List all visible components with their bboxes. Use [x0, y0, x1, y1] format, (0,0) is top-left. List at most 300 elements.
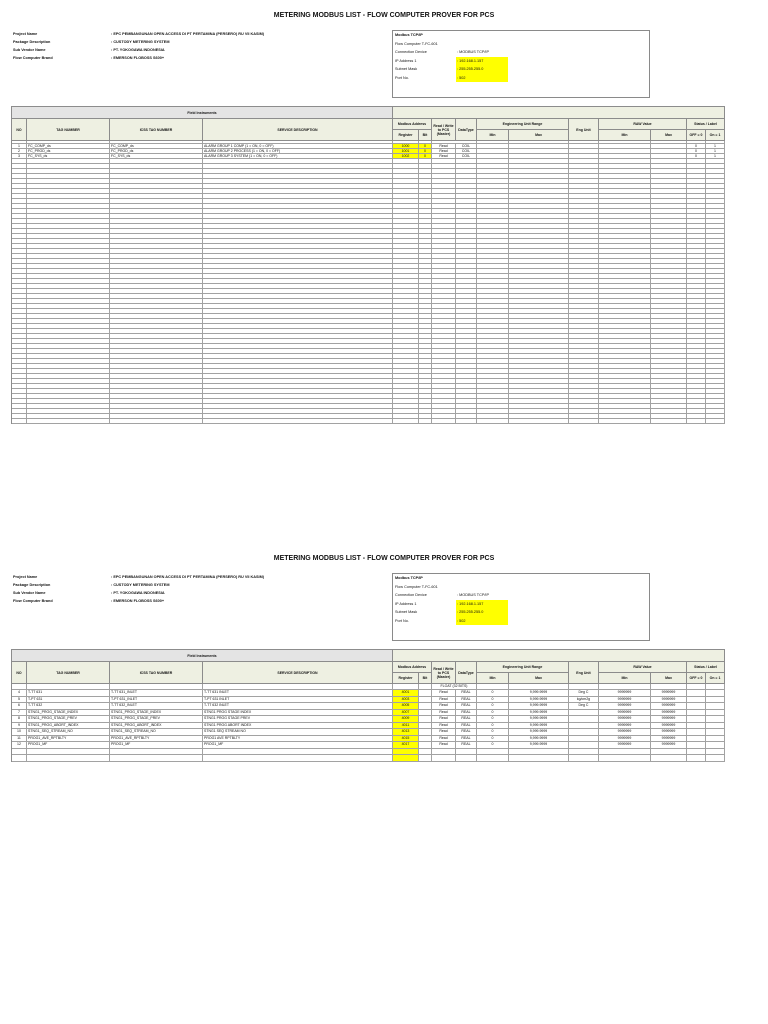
cell-eu-max — [509, 299, 569, 303]
cell-no — [12, 244, 27, 248]
cell-tag — [27, 394, 110, 398]
cell-data-type — [456, 204, 477, 208]
cell-data-type — [456, 409, 477, 413]
cell-no — [12, 394, 27, 398]
cell-register — [393, 284, 419, 288]
cell-tag — [27, 194, 110, 198]
cell-status-off — [687, 254, 706, 258]
cell-read-write — [432, 294, 456, 298]
cell-eng-unit — [569, 179, 599, 183]
cell-description — [203, 224, 393, 228]
cell-register — [393, 279, 419, 283]
cell-no: 7 — [12, 710, 27, 716]
cell-raw-min — [599, 234, 651, 238]
cell-raw-max — [651, 309, 687, 313]
cell-eng-unit — [569, 234, 599, 238]
cell-eu-min — [477, 269, 509, 273]
cell-bit — [419, 184, 432, 188]
header-raw-value: RAW Value — [599, 662, 687, 673]
cell-raw-min — [599, 379, 651, 383]
connection-value: : 255.255.255.0 — [456, 65, 508, 74]
cell-status-off — [687, 314, 706, 318]
cell-icss-tag — [110, 174, 203, 178]
connection-box — [392, 573, 650, 641]
cell-eu-min — [477, 149, 509, 153]
cell-bit — [419, 229, 432, 233]
cell-tag — [27, 204, 110, 208]
cell-description — [203, 389, 393, 393]
cell-eu-min — [477, 254, 509, 258]
cell-eu-min — [477, 224, 509, 228]
cell-read-write — [432, 199, 456, 203]
cell-bit — [419, 749, 432, 755]
cell-raw-min — [599, 329, 651, 333]
cell-raw-max: 9999999 — [651, 742, 687, 748]
cell-no — [12, 179, 27, 183]
cell-no — [12, 199, 27, 203]
cell-eng-unit — [569, 384, 599, 388]
cell-description: STNG1 PROG STAGE INDEX — [203, 710, 393, 716]
header-eng-unit-range: Engineering Unit Range — [477, 662, 569, 673]
cell-status-on — [706, 274, 725, 278]
cell-register — [393, 229, 419, 233]
cell-raw-min — [599, 209, 651, 213]
cell-bit — [419, 329, 432, 333]
cell-read-write — [432, 289, 456, 293]
cell-read-write — [432, 279, 456, 283]
cell-eu-max — [509, 755, 569, 761]
cell-raw-max: 9999999 — [651, 723, 687, 729]
cell-status-off — [687, 219, 706, 223]
cell-eng-unit — [569, 354, 599, 358]
cell-eng-unit — [569, 264, 599, 268]
cell-no — [12, 234, 27, 238]
cell-status-off — [687, 229, 706, 233]
cell-icss-tag — [110, 234, 203, 238]
cell-data-type — [456, 174, 477, 178]
cell-read-write — [432, 159, 456, 163]
cell-bit — [419, 259, 432, 263]
cell-description — [203, 169, 393, 173]
cell-tag: FC_PROD_ds — [27, 149, 110, 153]
cell-eu-max — [509, 141, 569, 143]
cell-data-type — [456, 749, 477, 755]
cell-tag — [27, 189, 110, 193]
cell-raw-min — [599, 309, 651, 313]
cell-eu-min — [477, 159, 509, 163]
cell-data-type — [456, 349, 477, 353]
info-label: Flow Computer Brand — [13, 599, 53, 603]
cell-status-off — [687, 399, 706, 403]
cell-raw-max — [651, 394, 687, 398]
cell-no — [12, 169, 27, 173]
cell-data-type — [456, 219, 477, 223]
cell-eu-max — [509, 159, 569, 163]
cell-eu-max — [509, 199, 569, 203]
cell-description — [203, 184, 393, 188]
cell-eu-min — [477, 329, 509, 333]
cell-register — [393, 289, 419, 293]
cell-bit — [419, 690, 432, 696]
cell-data-type — [456, 224, 477, 228]
cell-register — [393, 314, 419, 318]
cell-tag — [27, 359, 110, 363]
info-row-project-name — [13, 574, 383, 582]
cell-data-type — [456, 319, 477, 323]
cell-description — [203, 384, 393, 388]
cell-eng-unit — [569, 329, 599, 333]
cell-icss-tag — [110, 319, 203, 323]
connection-label: IP Address 1 — [395, 58, 417, 63]
cell-bit — [419, 309, 432, 313]
cell-icss-tag — [110, 344, 203, 348]
header-status-off: OFF = 0 — [687, 130, 706, 141]
cell-bit — [419, 279, 432, 283]
cell-raw-max — [651, 409, 687, 413]
cell-raw-max: 9999999 — [651, 690, 687, 696]
cell-read-write — [432, 259, 456, 263]
cell-tag — [27, 184, 110, 188]
cell-tag — [27, 414, 110, 418]
cell-eng-unit — [569, 334, 599, 338]
cell-status-off — [687, 244, 706, 248]
cell-raw-min — [599, 279, 651, 283]
cell-raw-min — [599, 684, 651, 689]
cell-data-type — [456, 164, 477, 168]
cell-icss-tag — [110, 224, 203, 228]
cell-icss-tag — [110, 289, 203, 293]
cell-tag — [27, 319, 110, 323]
cell-raw-min — [599, 369, 651, 373]
cell-status-on — [706, 174, 725, 178]
cell-read-write — [432, 749, 456, 755]
cell-raw-min — [599, 249, 651, 253]
cell-tag — [27, 349, 110, 353]
cell-eng-unit — [569, 144, 599, 148]
cell-status-on — [706, 369, 725, 373]
header-register: Register — [393, 130, 419, 141]
cell-eu-max — [509, 414, 569, 418]
cell-tag — [27, 334, 110, 338]
cell-raw-min — [599, 144, 651, 148]
cell-eng-unit: Deg C — [569, 690, 599, 696]
cell-bit — [419, 209, 432, 213]
cell-no — [12, 184, 27, 188]
cell-register — [393, 319, 419, 323]
cell-bit — [419, 304, 432, 308]
cell-raw-min — [599, 254, 651, 258]
cell-description — [203, 339, 393, 343]
cell-register — [393, 259, 419, 263]
cell-bit — [419, 684, 432, 689]
cell-tag — [27, 174, 110, 178]
cell-register — [393, 249, 419, 253]
cell-raw-max — [651, 334, 687, 338]
cell-description: STNG1 SEQ STREAM NO — [203, 729, 393, 735]
cell-raw-max — [651, 159, 687, 163]
connection-field-ip — [393, 600, 649, 609]
cell-no — [12, 334, 27, 338]
cell-raw-min — [599, 219, 651, 223]
info-row-project-name — [13, 31, 383, 39]
cell-raw-min — [599, 314, 651, 318]
info-label: Package Description — [13, 40, 51, 44]
cell-description: T-TT 632 INLET — [203, 703, 393, 709]
cell-tag — [27, 339, 110, 343]
cell-eng-unit: Deg C — [569, 703, 599, 709]
cell-status-off — [687, 294, 706, 298]
cell-raw-min: 9999999 — [599, 723, 651, 729]
cell-status-off — [687, 404, 706, 408]
cell-read-write — [432, 244, 456, 248]
cell-no — [12, 289, 27, 293]
cell-register — [393, 419, 419, 423]
cell-read-write — [432, 314, 456, 318]
cell-tag — [27, 279, 110, 283]
cell-bit — [419, 414, 432, 418]
cell-no: 1 — [12, 144, 27, 148]
cell-description — [203, 304, 393, 308]
cell-eng-unit — [569, 394, 599, 398]
cell-icss-tag — [110, 194, 203, 198]
cell-eng-unit — [569, 710, 599, 716]
cell-no — [12, 364, 27, 368]
header-service-description: SERVICE DESCRIPTION — [203, 119, 393, 141]
cell-status-off — [687, 224, 706, 228]
cell-status-off — [687, 309, 706, 313]
connection-value: : MODBUS TCP/IP — [457, 50, 489, 54]
cell-eu-min — [477, 344, 509, 348]
cell-raw-max: 9999999 — [651, 716, 687, 722]
cell-eu-min: 0 — [477, 716, 509, 722]
cell-register — [393, 374, 419, 378]
cell-status-on — [706, 204, 725, 208]
cell-data-type — [456, 389, 477, 393]
cell-eu-min: 0 — [477, 736, 509, 742]
table-header — [12, 107, 725, 141]
cell-eu-max — [509, 289, 569, 293]
cell-eu-max: 9,999.9999 — [509, 703, 569, 709]
cell-eu-max — [509, 254, 569, 258]
cell-icss-tag — [110, 269, 203, 273]
cell-eu-min — [477, 419, 509, 423]
cell-eu-max — [509, 334, 569, 338]
header-register: Register — [393, 673, 419, 684]
cell-tag — [27, 249, 110, 253]
cell-icss-tag — [110, 349, 203, 353]
cell-raw-min — [599, 399, 651, 403]
cell-bit — [419, 219, 432, 223]
cell-register: 4001 — [393, 690, 419, 696]
cell-description: PROG1 AVE RPTBLTY — [203, 736, 393, 742]
cell-tag — [27, 234, 110, 238]
cell-eng-unit — [569, 199, 599, 203]
cell-register — [393, 254, 419, 258]
cell-status-on — [706, 329, 725, 333]
cell-tag: PROG1_MF — [27, 742, 110, 748]
cell-tag — [27, 354, 110, 358]
cell-status-on — [706, 414, 725, 418]
cell-status-off — [687, 269, 706, 273]
cell-register — [393, 304, 419, 308]
cell-raw-min — [599, 214, 651, 218]
cell-eng-unit — [569, 389, 599, 393]
cell-tag — [27, 379, 110, 383]
cell-bit — [419, 174, 432, 178]
cell-status-off — [687, 164, 706, 168]
cell-tag: FC_COMP_ds — [27, 144, 110, 148]
cell-bit — [419, 716, 432, 722]
cell-register — [393, 294, 419, 298]
cell-tag — [27, 344, 110, 348]
section-label: FLOAT (32 BITS) — [432, 684, 477, 689]
cell-description — [203, 279, 393, 283]
cell-eu-max — [509, 259, 569, 263]
cell-read-write — [432, 164, 456, 168]
cell-read-write — [432, 204, 456, 208]
cell-eu-min — [477, 174, 509, 178]
cell-read-write — [432, 319, 456, 323]
cell-register — [393, 244, 419, 248]
cell-status-on — [706, 269, 725, 273]
cell-read-write: Read — [432, 690, 456, 696]
cell-status-off — [687, 684, 706, 689]
cell-status-on — [706, 354, 725, 358]
cell-tag — [27, 159, 110, 163]
cell-status-on — [706, 299, 725, 303]
cell-eu-max — [509, 244, 569, 248]
cell-tag — [27, 299, 110, 303]
cell-eu-max — [509, 684, 569, 689]
cell-no — [12, 339, 27, 343]
cell-icss-tag — [110, 339, 203, 343]
cell-eu-min — [477, 229, 509, 233]
info-row-sub-vendor-name — [13, 590, 383, 598]
cell-read-write — [432, 229, 456, 233]
cell-eng-unit — [569, 154, 599, 158]
cell-tag — [27, 274, 110, 278]
cell-status-on — [706, 264, 725, 268]
project-info — [13, 574, 383, 606]
cell-description — [203, 209, 393, 213]
connection-field-subnet — [393, 65, 649, 74]
cell-description: ALARM GROUP 1 COMP (1 = ON, 0 = OFF) — [203, 144, 393, 148]
cell-data-type: REAL — [456, 716, 477, 722]
cell-eu-max — [509, 144, 569, 148]
cell-status-on — [706, 319, 725, 323]
cell-status-on: 1 — [706, 154, 725, 158]
header-modbus-address: Modbus Address — [393, 119, 432, 130]
cell-bit — [419, 254, 432, 258]
cell-no — [12, 229, 27, 233]
cell-raw-max — [651, 339, 687, 343]
cell-eng-unit — [569, 259, 599, 263]
cell-tag: STNG1_PROG_STAGE_INDEX — [27, 710, 110, 716]
cell-register — [393, 184, 419, 188]
cell-status-off — [687, 723, 706, 729]
cell-no — [12, 279, 27, 283]
cell-bit — [419, 334, 432, 338]
cell-icss-tag: STNG1_PROG_STAGE_INDEX — [110, 710, 203, 716]
cell-bit — [419, 249, 432, 253]
cell-bit — [419, 289, 432, 293]
cell-raw-min — [599, 204, 651, 208]
cell-eu-max — [509, 379, 569, 383]
info-value: : EPC PEMBANGUNAN OPEN ACCESS DI PT PERTAMINA (PERSERO) RU VII KASIM) — [111, 575, 265, 579]
cell-eng-unit — [569, 149, 599, 153]
cell-register — [393, 164, 419, 168]
cell-eu-max — [509, 239, 569, 243]
cell-tag — [27, 364, 110, 368]
cell-bit — [419, 723, 432, 729]
cell-status-off — [687, 329, 706, 333]
cell-status-off — [687, 736, 706, 742]
connection-value: : 192.168.1.157 — [456, 600, 508, 609]
cell-eu-max — [509, 314, 569, 318]
cell-raw-max: 9999999 — [651, 697, 687, 703]
cell-status-off — [687, 141, 706, 143]
cell-read-write: Read — [432, 144, 456, 148]
cell-raw-min — [599, 409, 651, 413]
cell-status-off — [687, 289, 706, 293]
cell-raw-max — [651, 244, 687, 248]
cell-status-on — [706, 289, 725, 293]
cell-description — [203, 324, 393, 328]
cell-status-off — [687, 234, 706, 238]
cell-description — [203, 364, 393, 368]
cell-register — [393, 329, 419, 333]
cell-eu-max: 9,999.9999 — [509, 736, 569, 742]
header-eng-unit-range: Engineering Unit Range — [477, 119, 569, 130]
header-spacer — [393, 107, 725, 119]
cell-eu-min — [477, 334, 509, 338]
cell-status-on — [706, 141, 725, 143]
cell-icss-tag — [110, 299, 203, 303]
cell-raw-min — [599, 289, 651, 293]
connection-label: Port No. — [395, 75, 409, 80]
header-eu-max: Max — [509, 673, 569, 684]
cell-eng-unit — [569, 214, 599, 218]
cell-raw-max — [651, 684, 687, 689]
cell-eu-min — [477, 404, 509, 408]
cell-raw-max — [651, 319, 687, 323]
cell-no — [12, 379, 27, 383]
cell-data-type — [456, 369, 477, 373]
cell-register — [393, 359, 419, 363]
cell-raw-min: 9999999 — [599, 703, 651, 709]
cell-tag — [27, 219, 110, 223]
cell-data-type: REAL — [456, 703, 477, 709]
cell-description — [203, 174, 393, 178]
cell-eu-max — [509, 284, 569, 288]
cell-tag — [27, 289, 110, 293]
cell-read-write — [432, 284, 456, 288]
cell-read-write: Read — [432, 736, 456, 742]
cell-eng-unit — [569, 369, 599, 373]
cell-description — [203, 179, 393, 183]
connection-label: Subnet Mask — [395, 610, 418, 614]
cell-icss-tag — [110, 209, 203, 213]
table-header — [12, 650, 725, 684]
cell-raw-min — [599, 339, 651, 343]
cell-data-type: REAL — [456, 742, 477, 748]
cell-description — [203, 249, 393, 253]
cell-raw-min — [599, 299, 651, 303]
cell-raw-min — [599, 364, 651, 368]
cell-no — [12, 344, 27, 348]
cell-register: 4017 — [393, 742, 419, 748]
cell-no — [12, 209, 27, 213]
